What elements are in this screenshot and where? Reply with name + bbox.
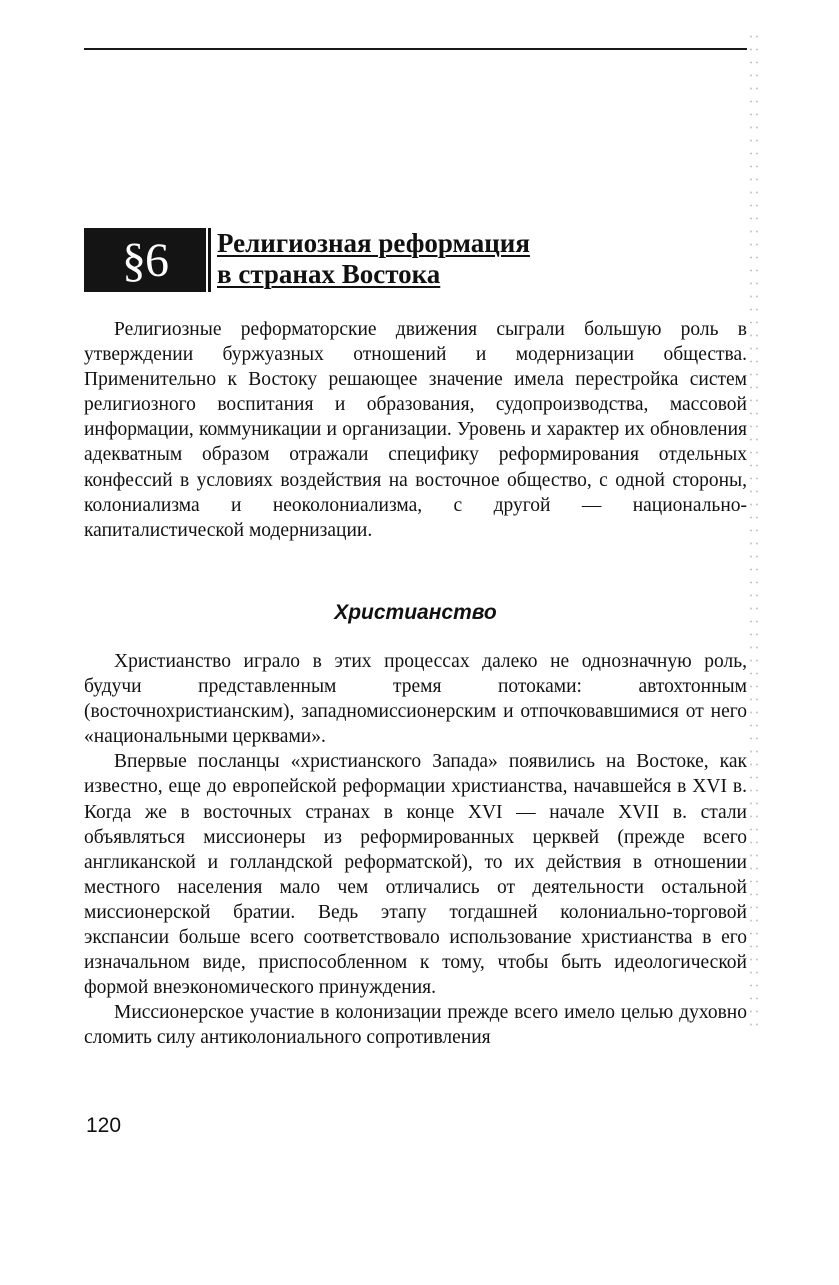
scan-margin-noise: [748, 30, 760, 1030]
section-title-line-2: в странах Востока: [217, 259, 441, 289]
paragraph-1: Христианство играло в этих процессах далеко не однозначную роль, будучи представленным тремя потоками: автохтонным (восточнохристианским), западномиссионерским и отпочковавшимися от него «национальными церквами».: [84, 651, 747, 748]
paragraph-3: Миссионерское участие в колонизации прежде всего имело целью духовно сломить силу антиколониального сопротивления: [84, 1002, 747, 1049]
section-title-line-1: Религиозная реформация: [217, 228, 530, 258]
intro-text-block: [84, 317, 747, 543]
intro-paragraph: Религиозные реформаторские движения сыграли большую роль в утверждении буржуазных отношений и модернизации общества. Применительно к Востоку решающее значение имела перестройка систем религиозного воспитания и образования, судопроизводства, массовой информации, коммуникации и организации. Уровень и характер их обновления адекватным образом отражали специфику реформирования отдельных конфессий в условиях воздействия на восточное общество, с одной стороны, колониализма и неоколониализма, с другой — национально-капиталистической модернизации.: [84, 319, 747, 541]
page-number: 120: [86, 1114, 122, 1137]
top-rule: [84, 48, 747, 50]
paragraph-2: Впервые посланцы «христианского Запада» появились на Востоке, как известно, еще до европейской реформации христианства, начавшейся в XVI в. Когда же в восточных странах в конце XVI — начале XVII в. стали объявляться миссионеры из реформированных церквей (прежде всего англиканской и голландской реформатской), то их действия в отношении местного населения мало чем отличались от деятельности остальной миссионерской братии. Ведь этапу тогдашней колониально-торговой экспансии больше всего соответствовало использование христианства в его изначальном виде, приспособленном к тому, чтобы быть идеологической формой внеэкономического принуждения.: [84, 751, 747, 999]
subheading-christianity: Христианство: [334, 601, 497, 624]
section-number: §6: [122, 233, 168, 287]
main-text-block: [84, 649, 747, 1051]
section-title: [208, 228, 530, 292]
section-number-box: [84, 228, 206, 292]
